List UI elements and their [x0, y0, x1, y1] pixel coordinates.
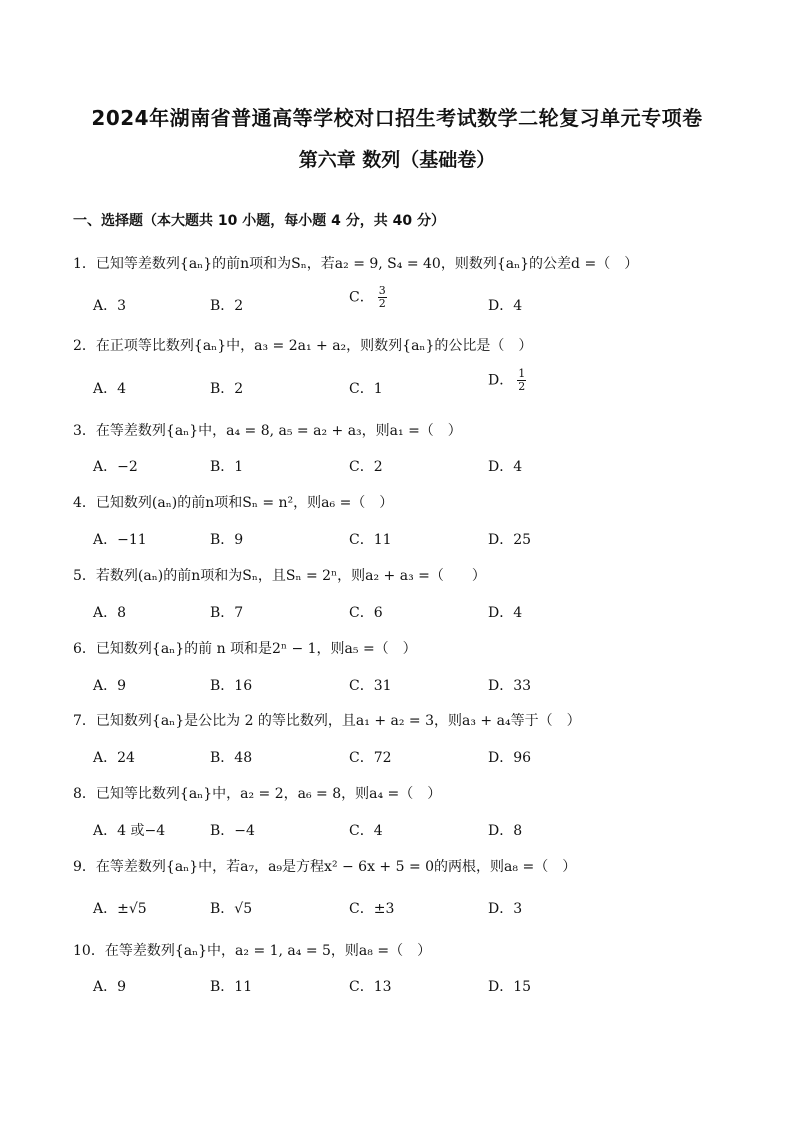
option-c[interactable]: C．4 [349, 823, 383, 839]
option-b[interactable]: B．16 [210, 678, 253, 694]
question-1-options [93, 284, 613, 319]
option-b[interactable]: B．48 [210, 750, 253, 766]
option-c[interactable]: C．13 [349, 979, 392, 995]
question-7-options [93, 747, 613, 771]
option-a[interactable]: A．−2 [93, 459, 138, 475]
question-2-options [93, 367, 613, 402]
option-c[interactable]: C．72 [349, 750, 392, 766]
option-b[interactable]: B．2 [210, 298, 244, 314]
option-b[interactable]: B．9 [210, 532, 244, 548]
question-3-options [93, 456, 613, 480]
question-10-stem: 10．在等差数列{aₙ}中，a₂ = 1, a₄ = 5，则a₈ =（ ） [73, 943, 432, 959]
option-b[interactable]: B．11 [210, 979, 253, 995]
option-a[interactable]: A．9 [93, 979, 127, 995]
option-a[interactable]: A．3 [93, 298, 127, 314]
question-5-options [93, 602, 613, 626]
option-d[interactable]: D．15 [488, 979, 532, 995]
option-c[interactable]: C．6 [349, 605, 383, 621]
question-1-stem: 1．已知等差数列{aₙ}的前n项和为Sₙ，若a₂ = 9, S₄ = 40，则数列{aₙ}的公差d =（ ） [73, 256, 639, 272]
option-d[interactable]: D．3 [488, 901, 523, 917]
option-c[interactable]: C． $\frac{3}{2}$ [349, 284, 386, 310]
option-d[interactable]: D． $\frac{1}{2}$ [488, 367, 526, 393]
option-a[interactable]: A．±√5 [93, 901, 147, 917]
option-d[interactable]: D．4 [488, 605, 523, 621]
section-heading: 一、选择题（本大题共 10 小题，每小题 4 分，共 40 分） [73, 213, 445, 229]
option-a[interactable]: A．24 [93, 750, 135, 766]
option-b[interactable]: B．−4 [210, 823, 255, 839]
option-b[interactable]: B．7 [210, 605, 244, 621]
option-c[interactable]: C．31 [349, 678, 392, 694]
option-a[interactable]: A．4 或−4 [93, 823, 166, 839]
option-d[interactable]: D．4 [488, 459, 523, 475]
question-2-stem: 2．在正项等比数列{aₙ}中，a₃ = 2a₁ + a₂，则数列{aₙ}的公比是（ ） [73, 338, 533, 354]
fraction: $\frac{1}{2}$ [518, 367, 526, 393]
option-d[interactable]: D．25 [488, 532, 532, 548]
question-9-stem: 9．在等差数列{aₙ}中，若a₇，a₉是方程x² − 6x + 5 = 0的两根，则a₈ =（ ） [73, 859, 577, 875]
option-d[interactable]: D．4 [488, 298, 523, 314]
option-a[interactable]: A．9 [93, 678, 127, 694]
option-b[interactable]: B．√5 [210, 901, 253, 917]
option-a[interactable]: A．−11 [93, 532, 147, 548]
question-8-stem: 8．已知等比数列{aₙ}中，a₂ = 2，a₆ = 8，则a₄ =（ ） [73, 786, 442, 802]
option-d[interactable]: D．8 [488, 823, 523, 839]
question-3-stem: 3．在等差数列{aₙ}中，a₄ = 8, a₅ = a₂ + a₃，则a₁ =（ ） [73, 423, 462, 439]
option-b[interactable]: B．2 [210, 381, 244, 397]
page-title: 2024年湖南省普通高等学校对口招生考试数学二轮复习单元专项卷 [91, 106, 703, 130]
question-4-options [93, 529, 613, 553]
option-a[interactable]: A．4 [93, 381, 127, 397]
question-5-stem: 5．若数列(aₙ)的前n项和为Sₙ，且Sₙ = 2ⁿ，则a₂ + a₃ =（ ） [73, 568, 486, 584]
option-d[interactable]: D．96 [488, 750, 532, 766]
question-7-stem: 7．已知数列{aₙ}是公比为 2 的等比数列，且a₁ + a₂ = 3，则a₃ + a₄等于（ ） [73, 713, 581, 729]
question-9-options [93, 898, 613, 922]
page-subtitle: 第六章 数列（基础卷） [298, 149, 496, 171]
option-c[interactable]: C．11 [349, 532, 392, 548]
question-8-options [93, 820, 613, 844]
option-c[interactable]: C．±3 [349, 901, 395, 917]
question-4-stem: 4．已知数列(aₙ)的前n项和Sₙ = n²，则a₆ =（ ） [73, 495, 394, 511]
fraction: $\frac{3}{2}$ [378, 284, 386, 310]
option-a[interactable]: A．8 [93, 605, 127, 621]
option-c[interactable]: C．1 [349, 381, 383, 397]
option-d[interactable]: D．33 [488, 678, 532, 694]
option-c[interactable]: C．2 [349, 459, 383, 475]
question-6-options [93, 675, 613, 699]
question-6-stem: 6．已知数列{aₙ}的前 n 项和是2ⁿ − 1，则a₅ =（ ） [73, 641, 417, 657]
option-b[interactable]: B．1 [210, 459, 244, 475]
question-10-options [93, 976, 613, 1000]
